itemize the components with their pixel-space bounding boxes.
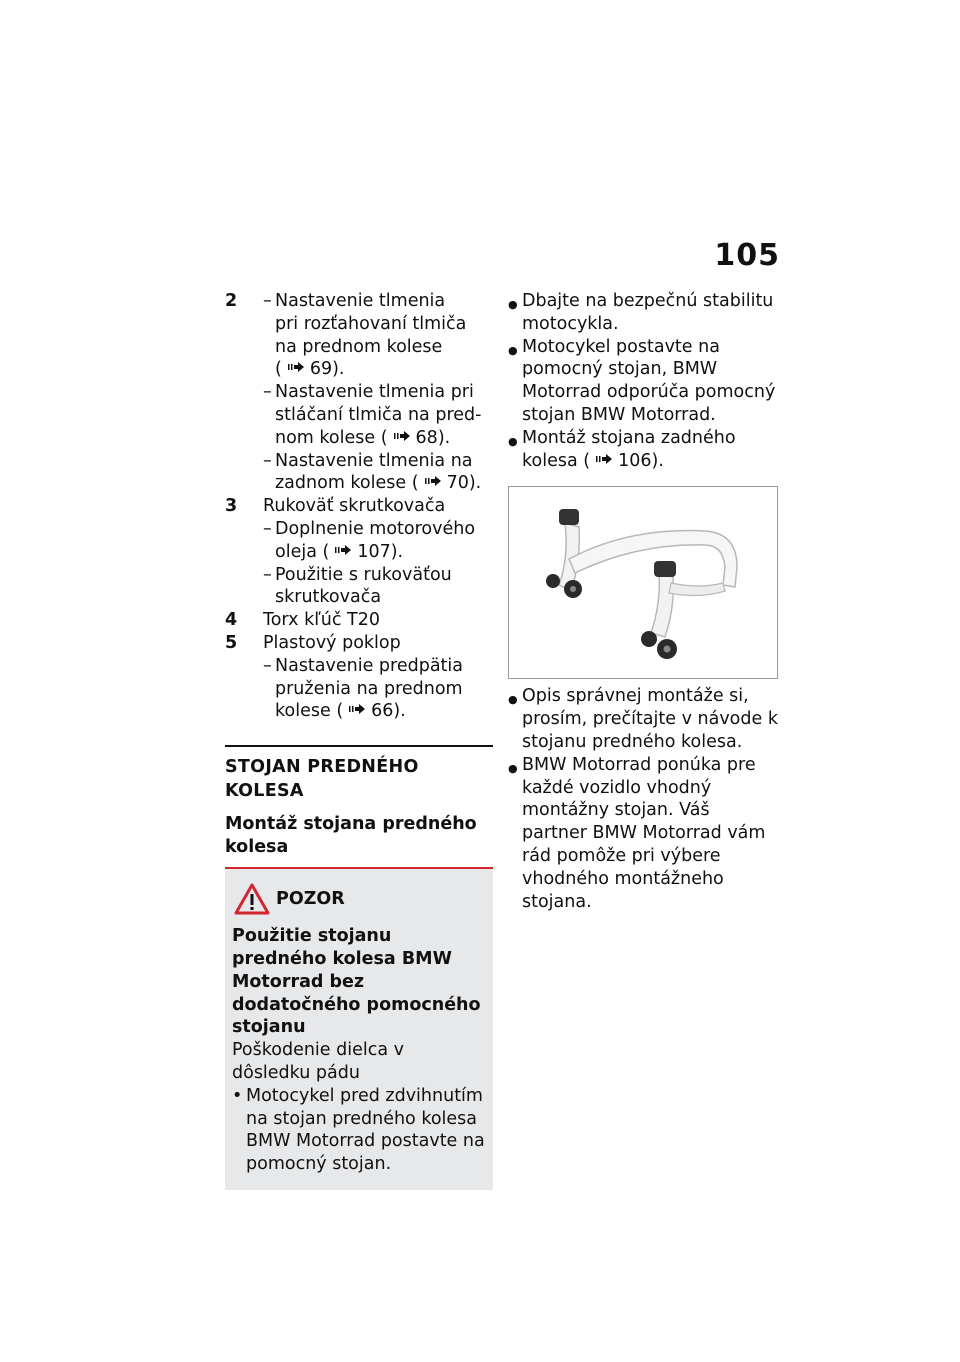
reference-page: 70). (446, 473, 482, 494)
legend-item (225, 609, 493, 632)
legend-item-text: Rukoväť skrutkovača (263, 496, 446, 517)
subitem-line: zadnom kolese (275, 473, 407, 494)
bullet-item (508, 427, 780, 473)
warning-bullet (232, 1085, 485, 1176)
subsection-title: Montáž stojana predného kolesa (225, 814, 477, 858)
bullet-dot: ● (508, 693, 518, 707)
legend-item (225, 290, 493, 495)
subitem-line: Nastavenie tlmenia pri (275, 382, 474, 403)
stand-illustration (509, 487, 777, 678)
subitem-line: Nastavenie predpätia (275, 655, 463, 676)
warning-box (225, 867, 493, 1190)
arrow-reference-icon (425, 476, 441, 486)
subitem-line: Doplnenie motorového (275, 518, 476, 539)
bullet-text: Opis správnej montáže si, prosím, prečítajte v návode k stojanu predného kolesa. (522, 686, 778, 752)
bullet-text: Motocykel postavte na pomocný stojan, BMW Motorrad odporúča pomocný stojan BMW Motorrad. (522, 336, 776, 425)
legend-subitem (263, 518, 493, 564)
page-reference (381, 428, 451, 448)
page-reference (323, 542, 404, 562)
reference-page: 68). (415, 427, 451, 448)
reference-open-paren: ( (275, 359, 282, 380)
legend-item-number: 2 (225, 291, 238, 311)
dash-marker: – (263, 518, 272, 539)
warning-triangle-icon (234, 883, 270, 915)
bullet-item (508, 290, 780, 336)
warning-consequence: Poškodenie dielca v dôsledku pádu (232, 1040, 404, 1083)
reference-open-paren: ( (411, 473, 419, 494)
front-wheel-stand-photo (508, 486, 778, 679)
legend-subitem (263, 290, 493, 381)
bullet-dot: ● (508, 298, 518, 311)
bullet-dot: ● (508, 434, 518, 448)
bullet-text: BMW Motorrad ponúka pre každé vozidlo vhodný montážny stojan. Váš partner BMW Motorrad vám rád pomôže pri výbere vhodného montážneho stojana. (522, 754, 766, 912)
legend-item-text: Torx kľúč T20 (263, 610, 380, 631)
legend-subitem (263, 381, 493, 449)
bullet-dot: ● (508, 343, 518, 357)
section-title: STOJAN PREDNÉHO KOLESA (225, 745, 493, 803)
arrow-reference-icon (335, 545, 351, 555)
warning-title: Použitie stojanu predného kolesa BMW Motorrad bez dodatočného pomocného stojanu (232, 926, 481, 1038)
dash-marker: – (263, 450, 272, 471)
page-reference (412, 473, 482, 493)
page-reference (275, 359, 345, 379)
subitem-line: Nastavenie tlmenia (275, 291, 446, 311)
warning-bullet-text: Motocykel pred zdvihnutím na stojan predného kolesa BMW Motorrad postavte na pomocný stojan. (246, 1085, 485, 1175)
legend-item-number: 3 (225, 496, 238, 517)
subitem-line: pri rozťahovaní tlmiča (275, 313, 467, 334)
reference-page: 107). (357, 541, 404, 562)
bullet-item (508, 754, 780, 914)
subitem-line: Použitie s rukoväťou (275, 564, 452, 585)
legend-list (225, 290, 493, 723)
reference-open-paren: ( (583, 450, 591, 471)
arrow-reference-icon (596, 454, 612, 464)
right-column (508, 290, 780, 913)
subitem-line: oleja (275, 541, 317, 562)
legend-item-number: 4 (225, 610, 238, 631)
subitem-line: Nastavenie tlmenia na (275, 450, 473, 471)
subitem-last-line (275, 427, 493, 450)
reference-open-paren: ( (336, 701, 344, 722)
subitem-last-line (275, 472, 493, 495)
bullet-text: Montáž stojana zadného kolesa (522, 427, 736, 471)
subitem-line: kolese (275, 701, 331, 722)
dash-marker: – (263, 655, 272, 676)
page-reference (583, 451, 664, 471)
subitem-last-line (275, 336, 493, 382)
bullet-item (508, 685, 780, 753)
legend-subitem (263, 450, 493, 496)
subitem-line: na prednom kolese (275, 336, 443, 357)
legend-subitem (263, 564, 493, 610)
bullet-text: Dbajte na bezpečnú stabilitu motocykla. (522, 291, 774, 334)
subitem-line: pruženia na prednom (275, 678, 463, 699)
legend-subitem (263, 655, 493, 723)
reference-open-paren: ( (380, 427, 388, 448)
bullet-list-bottom (508, 685, 780, 913)
arrow-reference-icon (288, 362, 304, 372)
bullet-item (508, 336, 780, 427)
dash-marker: – (263, 564, 272, 585)
subitem-line: skrutkovača (275, 587, 382, 608)
warning-label: POZOR (276, 888, 345, 909)
arrow-reference-icon (394, 431, 410, 441)
dash-marker: – (263, 382, 272, 403)
page-number: 105 (714, 238, 780, 273)
subitem-line: stláčaní tlmiča na pred- (275, 404, 482, 425)
reference-open-paren: ( (322, 541, 330, 562)
left-column (225, 290, 493, 1190)
bullet-dot: ● (508, 761, 518, 775)
bullet-dot: • (232, 1085, 243, 1106)
bullet-list-top (508, 290, 780, 472)
subitem-last-line (275, 700, 493, 723)
reference-page: 69). (309, 359, 345, 380)
subitem-last-line (275, 541, 493, 564)
legend-item (225, 632, 493, 723)
arrow-reference-icon (349, 704, 365, 714)
legend-item-text: Plastový poklop (263, 632, 401, 653)
reference-page: 66). (371, 701, 406, 722)
dash-marker: – (263, 291, 272, 311)
subitem-line: nom kolese (275, 427, 376, 448)
reference-page: 106). (618, 450, 664, 471)
legend-item-number: 5 (225, 632, 238, 653)
page-reference (336, 701, 406, 721)
warning-header (232, 883, 485, 915)
legend-item (225, 495, 493, 609)
